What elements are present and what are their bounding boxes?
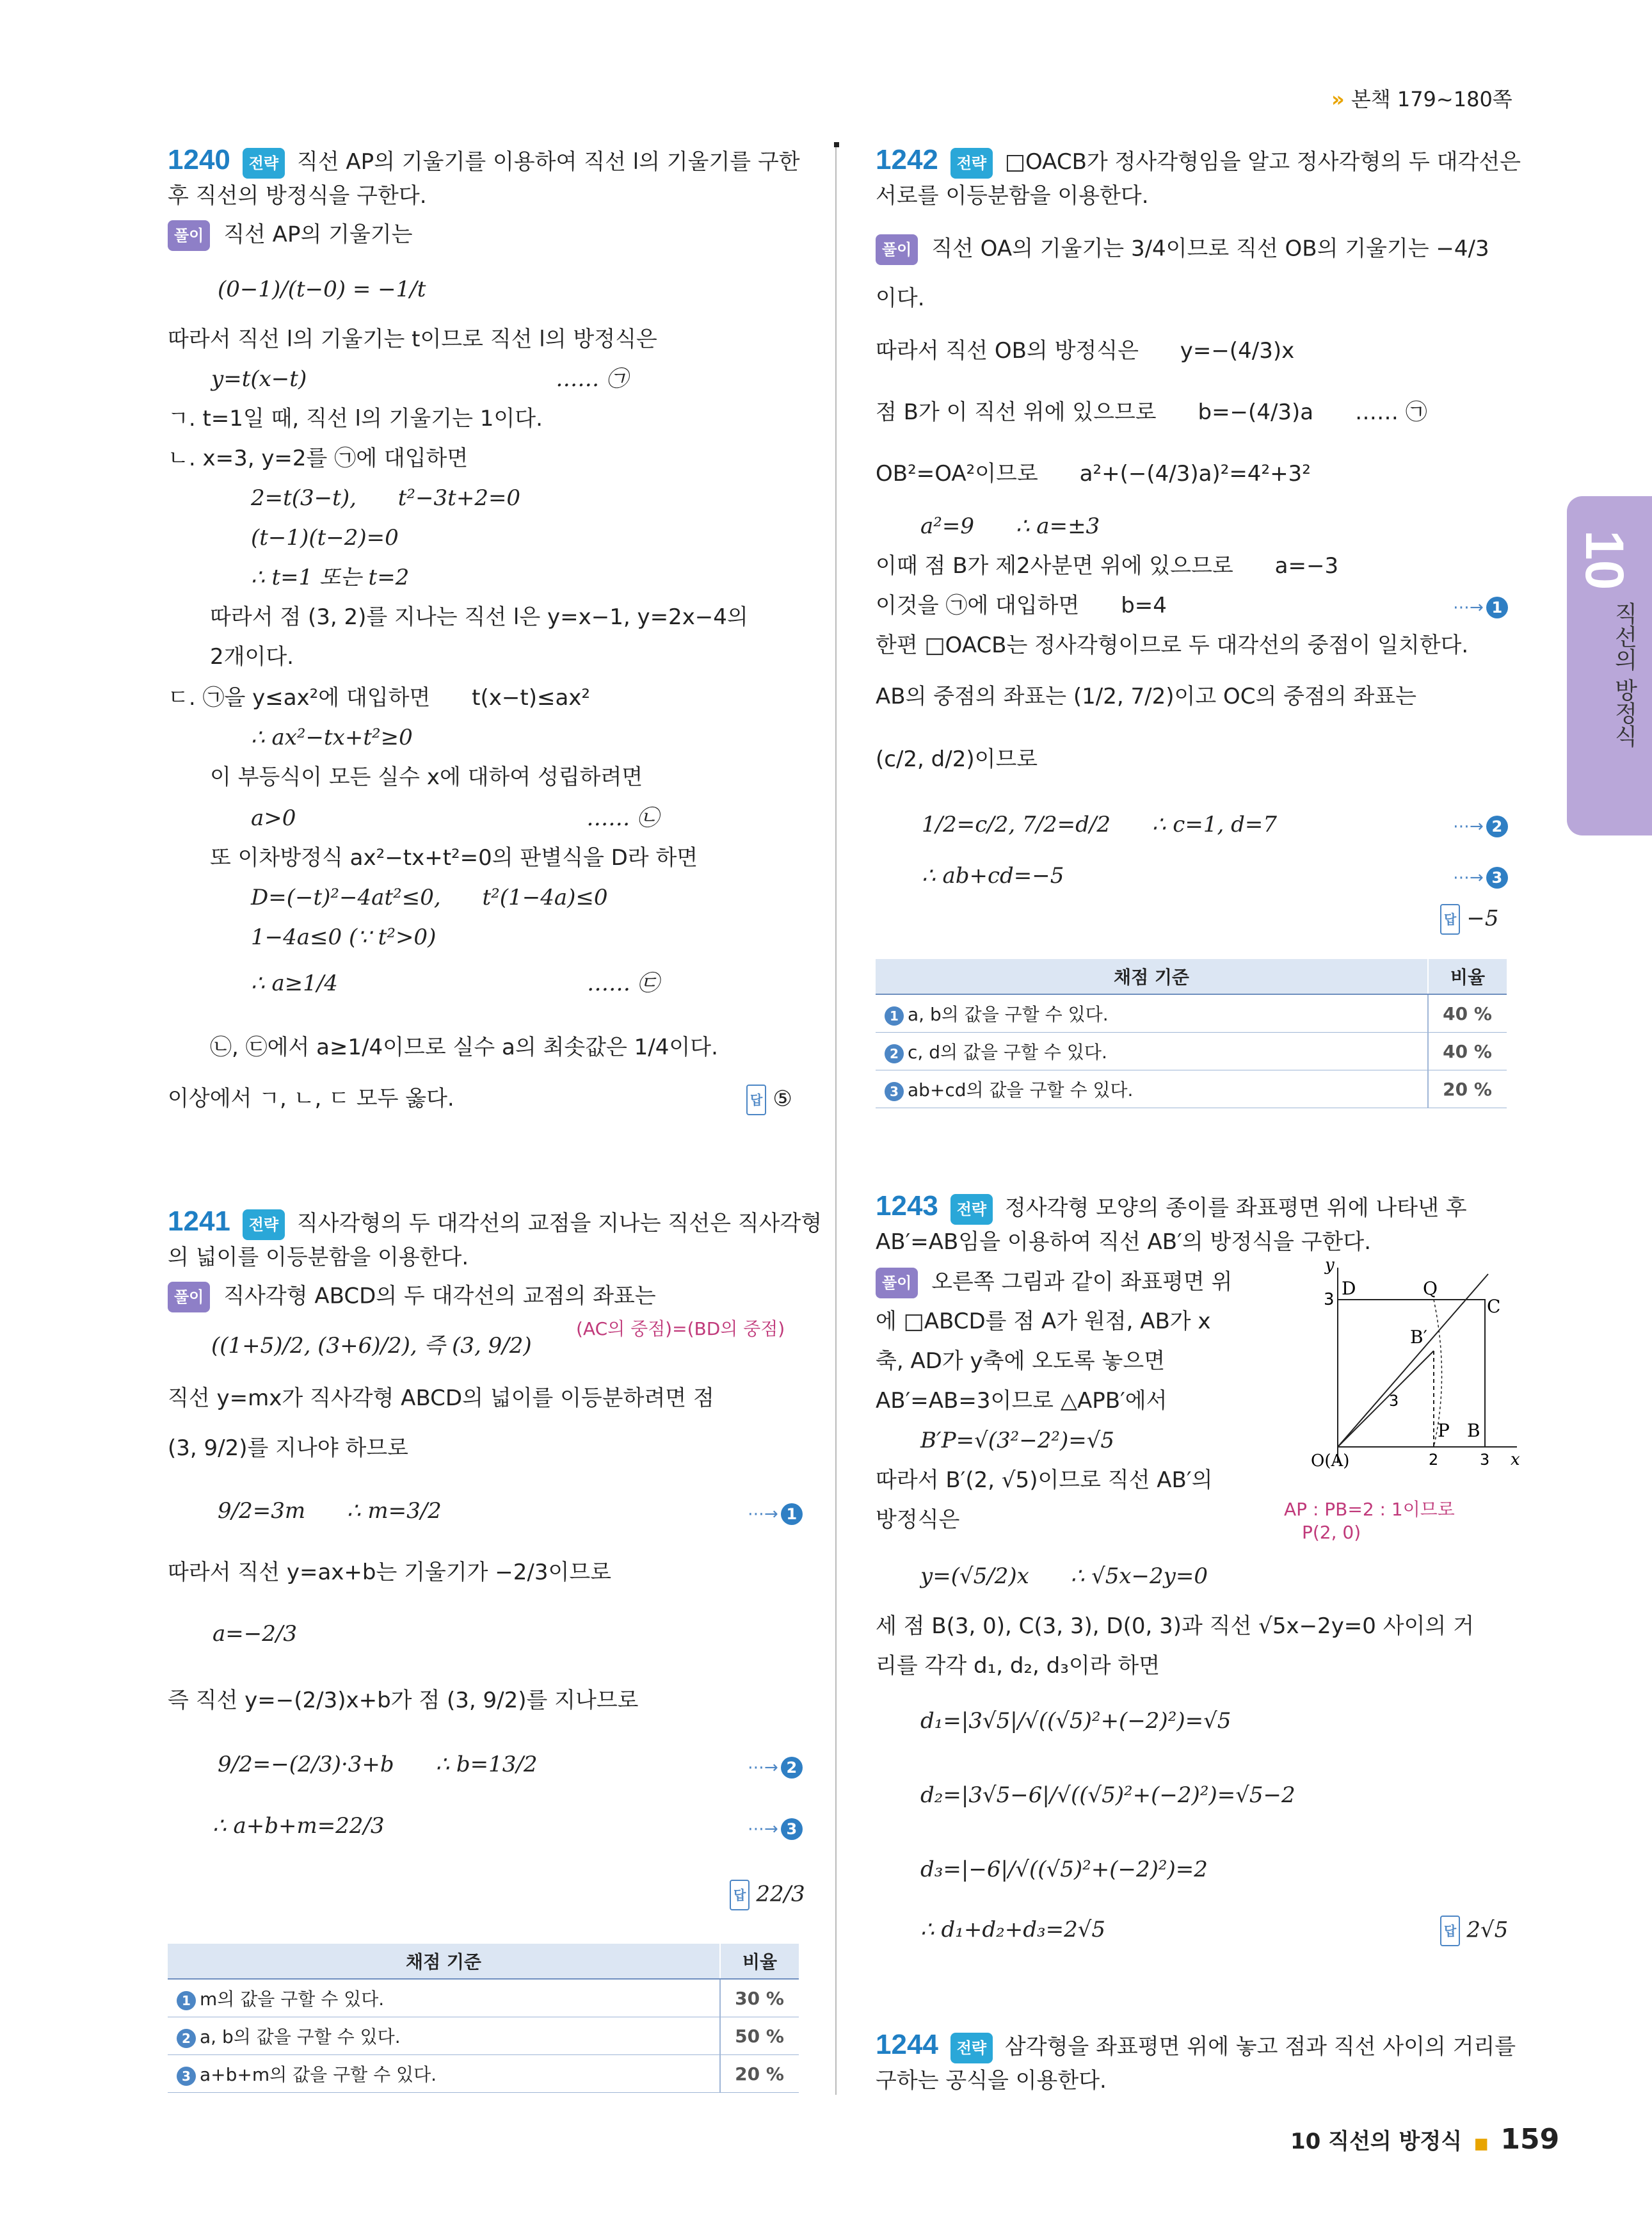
segment-label: 3 [1389,1392,1399,1410]
criterion-ratio: 30 % [720,1979,799,2017]
text-line: 따라서 B′(2, √5)이므로 직선 AB′의 [876,1467,1213,1493]
answer [746,1085,792,1115]
math-line: D=(−t)²−4at²≤0, t²(1−4a)≤0 [251,885,608,910]
math-line: y=t(x−t) …… ㉠ [211,366,629,392]
point-label: P [1438,1420,1450,1441]
strategy-badge: 전략 [243,1209,285,1240]
solution-line [876,1268,1232,1298]
step-icon: 2 [1486,816,1508,837]
table-header: 비율 [1428,959,1507,994]
strategy-text: 의 넓이를 이등분함을 이용한다. [168,1245,469,1270]
criterion-text: a+b+m의 값을 구할 수 있다. [200,2064,437,2085]
strategy-badge: 전략 [243,148,285,179]
strategy-text: 후 직선의 방정식을 구한다. [168,183,427,209]
scoring-table [168,1944,799,2093]
table-row [876,1033,1507,1070]
math-line: ∴ ax²−tx+t²≥0 [251,725,413,750]
problem-number: 1244 [876,2029,938,2060]
y-tick: 3 [1324,1290,1335,1309]
math-line: d₁=|3√5|/√((√5)²+(−2)²)=√5 [920,1708,1231,1734]
text-line: 즉 직선 y=−(2/3)x+b가 점 (3, 9/2)를 지나므로 [168,1688,639,1713]
reference-arrow-icon: » [1331,87,1345,111]
math-line: ∴ ab+cd=−5 [922,863,1064,889]
math-line: B′P=√(3²−2²)=√5 [920,1428,1115,1453]
text-line: 2개이다. [210,644,294,670]
math-line: ∴ d₁+d₂+d₃=2√5 [920,1917,1106,1942]
arrow-icon: ⋯→ [1453,598,1484,617]
math-line: d₃=|−6|/√((√5)²+(−2)²)=2 [920,1857,1208,1882]
point-label: Q [1423,1278,1438,1299]
problem-number: 1243 [876,1190,938,1222]
criterion-text: m의 값을 구할 수 있다. [200,1989,385,2010]
table-header: 비율 [720,1944,799,1979]
page-number: 159 [1500,2123,1560,2156]
strategy-text: □OACB가 정사각형임을 알고 정사각형의 두 대각선은 [1004,149,1521,175]
answer [730,1880,805,1910]
arrow-icon: ⋯→ [748,1819,778,1839]
table-row [876,1070,1507,1108]
strategy-text: 서로를 이등분함을 이용한다. [876,183,1149,209]
solution-badge: 풀이 [876,234,918,265]
text-line: AB′=AB=3이므로 △APB′에서 [876,1388,1167,1414]
problem-1243-heading [876,1192,1467,1225]
math-line: d₂=|3√5−6|/√((√5)²+(−2)²)=√5−2 [920,1782,1295,1808]
text-line: 이때 점 B가 제2사분면 위에 있으므로 a=−3 [876,553,1339,579]
answer-value: 2√5 [1466,1917,1509,1943]
math-line: 9/2=−(2/3)·3+b ∴ b=13/2 [218,1752,538,1777]
text-line: 에 □ABCD를 점 A가 원점, AB가 x [876,1309,1211,1334]
text-line: 이 부등식이 모든 실수 x에 대하여 성립하려면 [210,764,643,790]
answer-icon: 답 [746,1085,766,1115]
point-label: B′ [1410,1327,1427,1348]
solution-line [168,1282,656,1312]
math-line: 1/2=c/2, 7/2=d/2 ∴ c=1, d=7 [922,812,1277,837]
step-marker [748,1813,803,1843]
text-line: 직사각형 ABCD의 두 대각선의 교점의 좌표는 [223,1283,656,1309]
text-line: ㄴ. x=3, y=2를 ㉠에 대입하면 [168,446,469,471]
text-line: 이상에서 ㄱ, ㄴ, ㄷ 모두 옳다. [168,1086,454,1111]
criterion-text: c, d의 값을 구할 수 있다. [908,1042,1107,1063]
text-line: 축, AD가 y축에 오도록 놓으면 [876,1348,1166,1374]
answer-value: −5 [1466,905,1499,932]
strategy-text: 정사각형 모양의 종이를 좌표평면 위에 나타낸 후 [1004,1195,1467,1221]
point-label: D [1342,1278,1356,1299]
annotation-note: AP : PB=2 : 1이므로 [1284,1499,1455,1520]
step-icon: 1 [781,1503,803,1525]
text-line: 직선 y=mx가 직사각형 ABCD의 넓이를 이등분하려면 점 [168,1385,714,1411]
text-line: 오른쪽 그림과 같이 좌표평면 위 [931,1269,1233,1295]
y-axis-label: y [1325,1261,1335,1275]
text-line: 이다. [876,286,925,311]
math-line: 2=t(3−t), t²−3t+2=0 [251,485,521,511]
table-row [168,2055,799,2093]
strategy-text: 직사각형의 두 대각선의 교점을 지나는 직선은 직사각형 [296,1211,822,1236]
step-icon: 1 [1486,597,1508,618]
criterion-ratio: 40 % [1428,1033,1507,1070]
math-line: (t−1)(t−2)=0 [251,525,399,551]
text-line: 따라서 직선 OB의 방정식은 y=−(4/3)x [876,338,1295,364]
problem-number: 1242 [876,144,938,175]
table-header: 채점 기준 [876,959,1428,994]
criterion-text: ab+cd의 값을 구할 수 있다. [908,1079,1134,1101]
text-line: ㄱ. t=1일 때, 직선 l의 기울기는 1이다. [168,406,543,432]
arrow-icon: ⋯→ [1453,817,1484,836]
text-line: 세 점 B(3, 0), C(3, 3), D(0, 3)과 직선 √5x−2y=0 사이의 거 [876,1613,1474,1639]
text-line: AB의 중점의 좌표는 (1/2, 7/2)이고 OC의 중점의 좌표는 [876,684,1417,709]
step-marker [748,1498,803,1528]
problem-1240-heading [168,146,800,179]
math-line: ∴ a+b+m=22/3 [213,1813,385,1839]
text-line: 따라서 점 (3, 2)를 지나는 직선 l은 y=x−1, y=2x−4의 [210,604,748,630]
text-line: 또 이차방정식 ax²−tx+t²=0의 판별식을 D라 하면 [210,845,698,871]
text-line: (c/2, d/2)이므로 [876,746,1038,772]
chapter-tab-number: 10 [1575,530,1635,590]
point-label: B [1467,1420,1480,1441]
answer-value: 22/3 [756,1881,805,1907]
step-icon: 3 [177,2067,196,2086]
criterion-ratio: 50 % [720,2017,799,2055]
text-line: 따라서 직선 y=ax+b는 기울기가 −2/3이므로 [168,1560,612,1585]
criterion-text: a, b의 값을 구할 수 있다. [908,1004,1109,1025]
reference-text: 본책 179~180쪽 [1351,87,1512,111]
step-icon: 3 [781,1818,803,1840]
text-line: 직선 AP의 기울기는 [223,222,413,248]
math-line: 1−4a≤0 (∵ t²>0) [251,924,437,950]
text-line: 따라서 직선 l의 기울기는 t이므로 직선 l의 방정식은 [168,327,657,352]
text-line: 점 B가 이 직선 위에 있으므로 b=−(4/3)a …… ㉠ [876,399,1427,425]
coordinate-figure [1293,1261,1523,1473]
step-icon: 2 [177,2029,196,2048]
column-divider [835,142,837,2095]
text-line: 리를 각각 d₁, d₂, d₃이라 하면 [876,1653,1160,1679]
point-label: C [1487,1296,1501,1317]
page-footer [1290,2123,1559,2156]
arrow-icon: ⋯→ [1453,868,1484,887]
problem-1242-heading [876,146,1521,179]
step-icon: 3 [1486,867,1508,889]
step-icon: 1 [177,1991,196,2010]
step-marker [1453,811,1508,841]
step-icon: 2 [781,1757,803,1779]
step-marker [748,1752,803,1782]
answer-icon: 답 [1440,904,1460,935]
criterion-ratio: 20 % [720,2055,799,2093]
math-line: (0−1)/(t−0) = −1/t [218,277,426,302]
step-icon: 2 [885,1044,904,1063]
chapter-tab-title: 직선의 방정식 [1611,602,1637,748]
answer-icon: 답 [730,1880,750,1910]
footer-separator: ■ [1473,2134,1489,2152]
divider-mark [834,142,839,147]
answer [1440,904,1498,935]
solution-badge: 풀이 [876,1268,918,1298]
text-line: (3, 9/2)를 지나야 하므로 [168,1435,409,1461]
origin-label: O(A) [1311,1451,1350,1471]
strategy-text: 구하는 공식을 이용한다. [876,2068,1107,2094]
math-line: ∴ t=1 또는 t=2 [251,565,410,590]
math-line: a²=9 ∴ a=±3 [920,513,1100,539]
math-line: y=(√5/2)x ∴ √5x−2y=0 [920,1563,1208,1589]
criterion-ratio: 20 % [1428,1070,1507,1108]
math-line: ((1+5)/2, (3+6)/2), 즉 (3, 9/2) [211,1333,532,1359]
step-icon: 3 [885,1082,904,1101]
text-line: 방정식은 [876,1507,960,1533]
strategy-badge: 전략 [950,2033,993,2063]
step-icon: 1 [885,1006,904,1026]
solution-line [168,220,412,251]
problem-number: 1241 [168,1206,230,1237]
annotation-note: P(2, 0) [1302,1522,1361,1543]
table-header: 채점 기준 [168,1944,720,1979]
text-line: ㄷ. ㉠을 y≤ax²에 대입하면 t(x−t)≤ax² [168,685,591,711]
arrow-icon: ⋯→ [748,1758,778,1777]
arrow-icon: ⋯→ [748,1505,778,1524]
math-line: a>0 …… ㉡ [251,805,659,831]
text-line: OB²=OA²이므로 a²+(−(4/3)a)²=4²+3² [876,461,1311,487]
table-row [168,1979,799,2017]
text-line: 한편 □OACB는 정사각형이므로 두 대각선의 중점이 일치한다. [876,633,1469,658]
problem-number: 1240 [168,144,230,175]
table-row [168,2017,799,2055]
answer-value: ⑤ [773,1086,792,1112]
strategy-badge: 전략 [950,148,993,179]
step-marker [1453,592,1508,622]
table-row [876,994,1507,1033]
x-axis-label: x [1511,1450,1520,1469]
text-line: 이것을 ㉠에 대입하면 b=4 [876,593,1167,618]
answer-icon: 답 [1440,1916,1460,1946]
strategy-text: 삼각형을 좌표평면 위에 놓고 점과 직선 사이의 거리를 [1004,2034,1516,2060]
strategy-text: AB′=AB임을 이용하여 직선 AB′의 방정식을 구한다. [876,1229,1372,1255]
problem-1244-heading [876,2031,1516,2063]
math-line: a=−2/3 [213,1621,297,1647]
strategy-badge: 전략 [950,1194,993,1225]
solution-badge: 풀이 [168,1282,210,1312]
segment-ab-prime [1338,1351,1434,1447]
math-line: ∴ a≥1/4 …… ㉢ [251,971,659,996]
solution-badge: 풀이 [168,220,210,251]
scoring-table [876,959,1507,1108]
x-tick: 2 [1429,1451,1439,1469]
strategy-text: 직선 AP의 기울기를 이용하여 직선 l의 기울기를 구한 [296,149,800,175]
x-tick: 3 [1480,1451,1490,1469]
solution-line [876,234,1489,265]
page-reference [1331,83,1512,113]
math-line: 9/2=3m ∴ m=3/2 [218,1498,442,1524]
text-line: ㉡, ㉢에서 a≥1/4이므로 실수 a의 최솟값은 1/4이다. [210,1035,718,1060]
criterion-text: a, b의 값을 구할 수 있다. [200,2026,401,2047]
step-marker [1453,862,1508,892]
problem-1241-heading [168,1207,822,1240]
footer-chapter: 10 직선의 방정식 [1290,2129,1463,2154]
answer [1440,1916,1508,1946]
annotation-note: (AC의 중점)=(BD의 중점) [576,1318,785,1339]
text-line: 직선 OA의 기울기는 3/4이므로 직선 OB의 기울기는 −4/3 [931,236,1489,262]
criterion-ratio: 40 % [1428,994,1507,1033]
